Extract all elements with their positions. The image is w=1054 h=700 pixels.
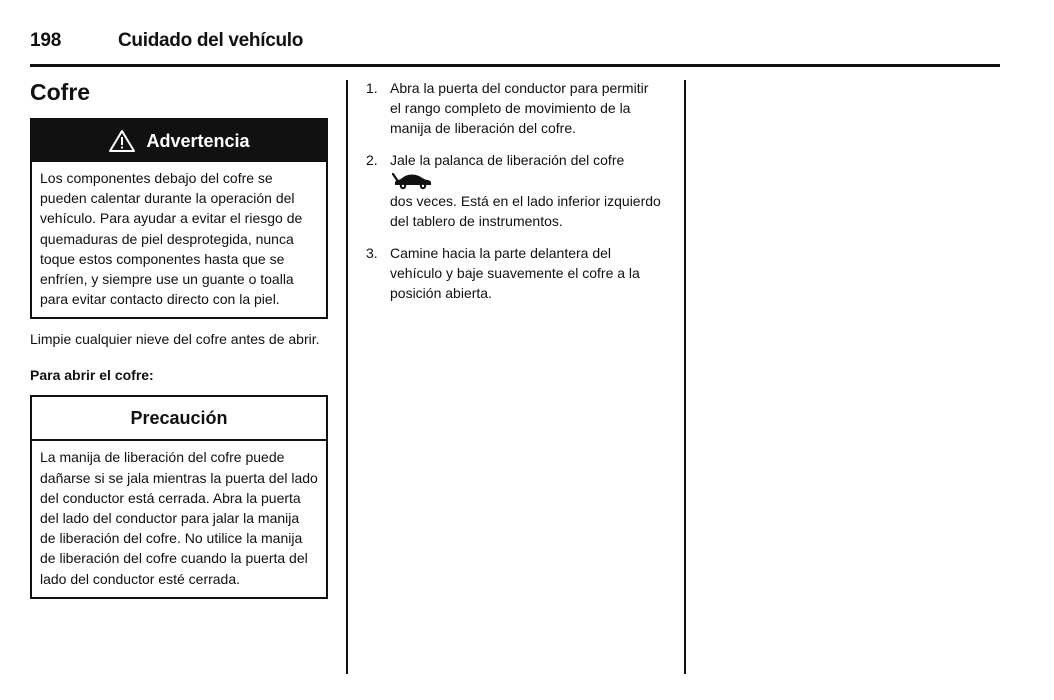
column-two: [366, 78, 666, 315]
column-divider-left: [346, 80, 348, 674]
step-line: Camine hacia la parte delantera del: [390, 245, 612, 262]
caution-line: de liberación del cofre cuando la puerta del: [40, 550, 308, 567]
open-hood-heading: Para abrir el cofre:: [30, 367, 154, 384]
warning-line: pueden calentar durante la operación del: [40, 190, 295, 207]
step-number: 3.: [366, 245, 378, 262]
snow-note: Limpie cualquier nieve del cofre antes de abrir.: [30, 331, 320, 348]
caution-box: [30, 395, 328, 598]
step-line: dos veces. Está en el lado inferior izquierdo: [390, 193, 661, 210]
section-header: Cuidado del vehículo: [118, 30, 304, 51]
warning-box: [30, 118, 328, 319]
caution-line: lado del conductor esté cerrada.: [40, 570, 241, 587]
caution-body: [32, 441, 326, 596]
step-text: [390, 243, 666, 303]
warning-header: [32, 120, 326, 162]
step-line: Jale la palanca de liberación del cofre: [390, 152, 625, 168]
page-title: Cofre: [30, 79, 91, 105]
caution-line: La manija de liberación del cofre puede: [40, 449, 285, 466]
step-line: vehículo y baje suavemente el cofre a la: [390, 265, 640, 282]
page-header: [30, 28, 1000, 67]
step-number: 1.: [366, 80, 378, 96]
warning-line: vehículo. Para ayudar a evitar el riesgo de: [40, 210, 303, 227]
warning-line: enfríen, y siempre use un guante o toalla: [40, 271, 294, 288]
warning-line: quemaduras de piel desprotegida, nunca: [40, 230, 294, 247]
step-line-with-icon: [390, 150, 666, 191]
step-line: manija de liberación del cofre.: [390, 120, 576, 136]
column-divider-right: [684, 80, 686, 674]
caution-line: del lado del conductor para jalar la manija: [40, 510, 300, 527]
hood-release-car-icon: [392, 171, 434, 191]
step-1: [366, 78, 666, 138]
warning-line: para evitar contacto directo con la piel.: [40, 291, 280, 308]
step-line: del tablero de instrumentos.: [390, 213, 563, 230]
step-text: [390, 78, 666, 138]
step-line: el rango completo de movimiento de la: [390, 100, 631, 116]
step-number: 2.: [366, 152, 378, 168]
step-line: posición abierta.: [390, 285, 492, 302]
caution-line: de liberación del cofre. No utilice la manija: [40, 530, 303, 547]
column-one: [30, 78, 328, 599]
warning-body: [32, 162, 326, 317]
warning-line: Los componentes debajo del cofre se: [40, 170, 273, 186]
step-2: [366, 150, 666, 231]
warning-triangle-icon: [108, 129, 136, 153]
warning-line: toque estos componentes hasta que se: [40, 250, 285, 267]
page-number: 198: [30, 30, 62, 51]
step-line: Abra la puerta del conductor para permitir: [390, 80, 649, 96]
caution-line: dañarse si se jala mientras la puerta del lado: [40, 469, 318, 486]
caution-line: del conductor está cerrada. Abra la puerta: [40, 489, 301, 506]
warning-heading: Advertencia: [146, 130, 250, 151]
caution-heading: Precaución: [32, 397, 326, 441]
step-text: [390, 150, 666, 231]
step-3: [366, 243, 666, 303]
